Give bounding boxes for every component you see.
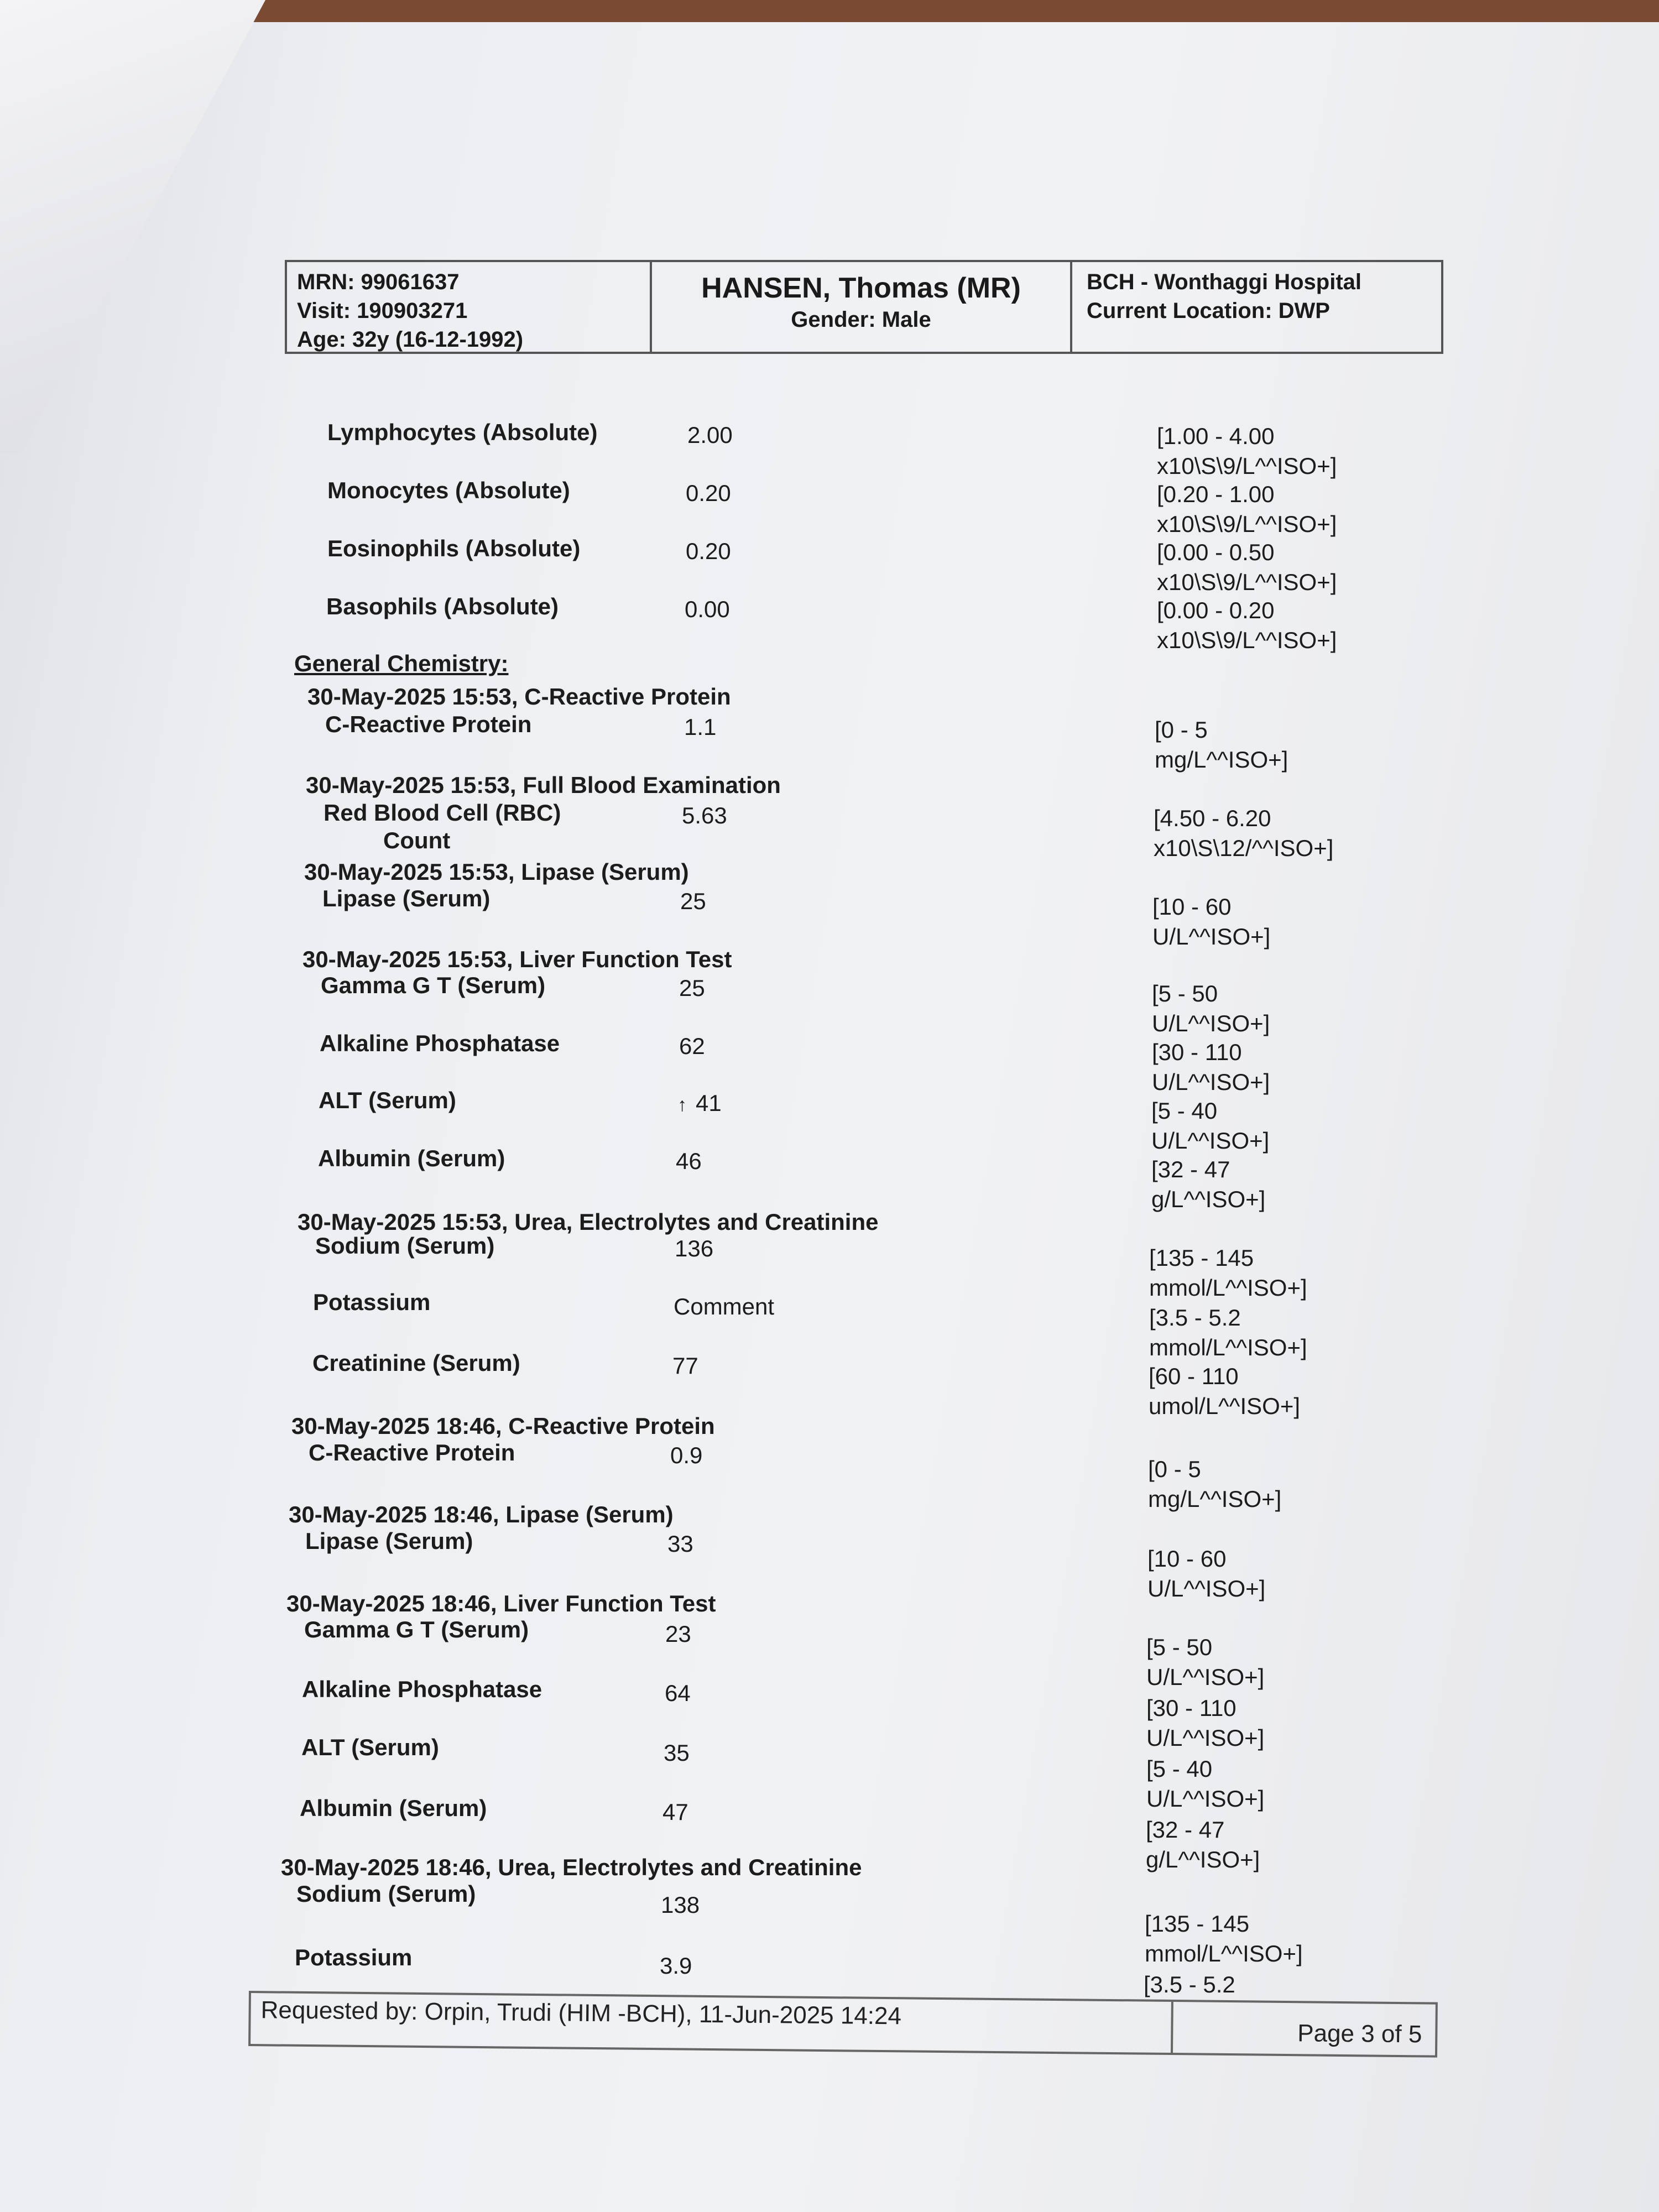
test-name: Lipase (Serum) xyxy=(322,885,491,911)
test-value: 33 xyxy=(667,1531,693,1557)
test-name: Monocytes (Absolute) xyxy=(327,477,570,503)
test-value: 47 xyxy=(662,1799,688,1825)
reference-range: [0 - 5 mg/L^^ISO+] xyxy=(1155,717,1288,773)
test-value: 0.20 xyxy=(686,480,731,506)
test-name: Basophils (Absolute) xyxy=(326,593,559,619)
page-footer xyxy=(248,1991,1438,2058)
test-value: 35 xyxy=(664,1740,690,1766)
test-name: ALT (Serum) xyxy=(319,1087,456,1113)
section-heading: General Chemistry: xyxy=(294,650,509,676)
test-value: 23 xyxy=(665,1621,691,1647)
patient-gender: Gender: Male xyxy=(791,307,931,332)
reference-range: [30 - 110 U/L^^ISO+] xyxy=(1146,1695,1265,1751)
high-flag-icon: ↑ xyxy=(677,1094,687,1115)
test-name: Albumin (Serum) xyxy=(300,1795,487,1821)
reference-range: [135 - 145 mmol/L^^ISO+] xyxy=(1145,1911,1303,1966)
group-heading: 30-May-2025 18:46, Liver Function Test xyxy=(286,1590,716,1616)
group-heading: 30-May-2025 18:46, C-Reactive Protein xyxy=(291,1413,715,1439)
test-value: 0.9 xyxy=(670,1442,703,1468)
test-name: Lymphocytes (Absolute) xyxy=(327,419,598,445)
reference-range: [0.00 - 0.50 x10\S\9/L^^ISO+] xyxy=(1157,539,1337,595)
test-value: 77 xyxy=(672,1353,698,1379)
group-heading: 30-May-2025 18:46, Urea, Electrolytes and Creatinine xyxy=(281,1854,862,1880)
reference-range: [60 - 110 umol/L^^ISO+] xyxy=(1149,1363,1301,1419)
test-value: 64 xyxy=(665,1680,691,1706)
test-name: Potassium xyxy=(295,1944,413,1970)
test-name: Alkaline Phosphatase xyxy=(302,1676,542,1702)
test-value: 46 xyxy=(676,1148,702,1174)
group-heading: 30-May-2025 15:53, Liver Function Test xyxy=(302,946,732,972)
test-value: 1.1 xyxy=(684,714,717,740)
test-name: Alkaline Phosphatase xyxy=(320,1030,560,1056)
reference-range: [5 - 40 U/L^^ISO+] xyxy=(1151,1098,1270,1154)
reference-range: [135 - 145 mmol/L^^ISO+] xyxy=(1149,1245,1307,1301)
reference-range: [1.00 - 4.00 x10\S\9/L^^ISO+] xyxy=(1157,423,1337,479)
test-name: Creatinine (Serum) xyxy=(312,1350,520,1376)
mrn: MRN: 99061637 xyxy=(297,270,460,294)
reference-range: [0 - 5 mg/L^^ISO+] xyxy=(1148,1456,1282,1512)
test-name: C-Reactive Protein xyxy=(325,711,532,737)
test-name: Albumin (Serum) xyxy=(318,1145,505,1171)
test-name: Lipase (Serum) xyxy=(305,1528,473,1554)
reference-range: [3.5 - 5.2 mmol/L^^ISO+] xyxy=(1149,1305,1307,1360)
test-value: Comment xyxy=(674,1293,775,1319)
reference-range: [0.00 - 0.20 x10\S\9/L^^ISO+] xyxy=(1157,597,1337,653)
visit-number: Visit: 190903271 xyxy=(297,299,468,323)
reference-range: [10 - 60 U/L^^ISO+] xyxy=(1147,1546,1266,1601)
patient-age: Age: 32y (16-12-1992) xyxy=(297,327,524,352)
reference-range: [5 - 40 U/L^^ISO+] xyxy=(1146,1756,1265,1812)
test-name: ALT (Serum) xyxy=(301,1734,439,1760)
group-heading: 30-May-2025 15:53, Lipase (Serum) xyxy=(304,859,689,885)
group-heading: 30-May-2025 15:53, C-Reactive Protein xyxy=(307,684,731,709)
test-name: Red Blood Cell (RBC) Count xyxy=(324,800,561,853)
test-value: 25 xyxy=(679,975,705,1001)
test-name: Gamma G T (Serum) xyxy=(304,1616,529,1642)
reference-range: [30 - 110 U/L^^ISO+] xyxy=(1152,1039,1270,1095)
test-value: ↑ 41 xyxy=(677,1090,722,1116)
current-location: Current Location: DWP xyxy=(1087,299,1330,323)
test-value: 136 xyxy=(675,1235,714,1261)
test-value: 3.9 xyxy=(660,1953,692,1979)
reference-range: [5 - 50 U/L^^ISO+] xyxy=(1152,980,1270,1036)
reference-range: [10 - 60 U/L^^ISO+] xyxy=(1152,894,1271,950)
patient-name: HANSEN, Thomas (MR) xyxy=(701,272,1021,304)
test-name: Eosinophils (Absolute) xyxy=(327,535,581,561)
group-heading: 30-May-2025 15:53, Full Blood Examination xyxy=(306,772,781,798)
test-value: 62 xyxy=(679,1033,705,1059)
test-value: 0.00 xyxy=(685,596,730,622)
test-value: 0.20 xyxy=(686,538,731,564)
reference-range: [3.5 - 5.2 xyxy=(1144,1971,1235,1997)
test-name: Potassium xyxy=(313,1289,431,1315)
reference-range: [0.20 - 1.00 x10\S\9/L^^ISO+] xyxy=(1157,481,1337,537)
test-name: Sodium (Serum) xyxy=(296,1881,476,1907)
reference-range: [32 - 47 g/L^^ISO+] xyxy=(1146,1817,1260,1872)
reference-range: [32 - 47 g/L^^ISO+] xyxy=(1151,1156,1266,1212)
test-value: 5.63 xyxy=(682,802,727,828)
test-value: 25 xyxy=(680,888,706,914)
page-number: Page 3 of 5 xyxy=(1297,2020,1422,2048)
test-value: 2.00 xyxy=(687,422,733,448)
test-name: Gamma G T (Serum) xyxy=(321,972,546,998)
reference-range: [4.50 - 6.20 x10\S\12/^^ISO+] xyxy=(1154,805,1334,861)
test-value: 138 xyxy=(661,1892,700,1918)
test-name: C-Reactive Protein xyxy=(309,1439,515,1465)
group-heading: 30-May-2025 15:53, Urea, Electrolytes and Creatinine xyxy=(298,1209,879,1235)
hospital-name: BCH - Wonthaggi Hospital xyxy=(1087,270,1361,294)
test-name: Sodium (Serum) xyxy=(315,1233,495,1259)
reference-range: [5 - 50 U/L^^ISO+] xyxy=(1146,1634,1265,1690)
requested-by: Requested by: Orpin, Trudi (HIM -BCH), 11-Jun-2025 14:24 xyxy=(251,1993,1173,2053)
group-heading: 30-May-2025 18:46, Lipase (Serum) xyxy=(289,1501,674,1527)
